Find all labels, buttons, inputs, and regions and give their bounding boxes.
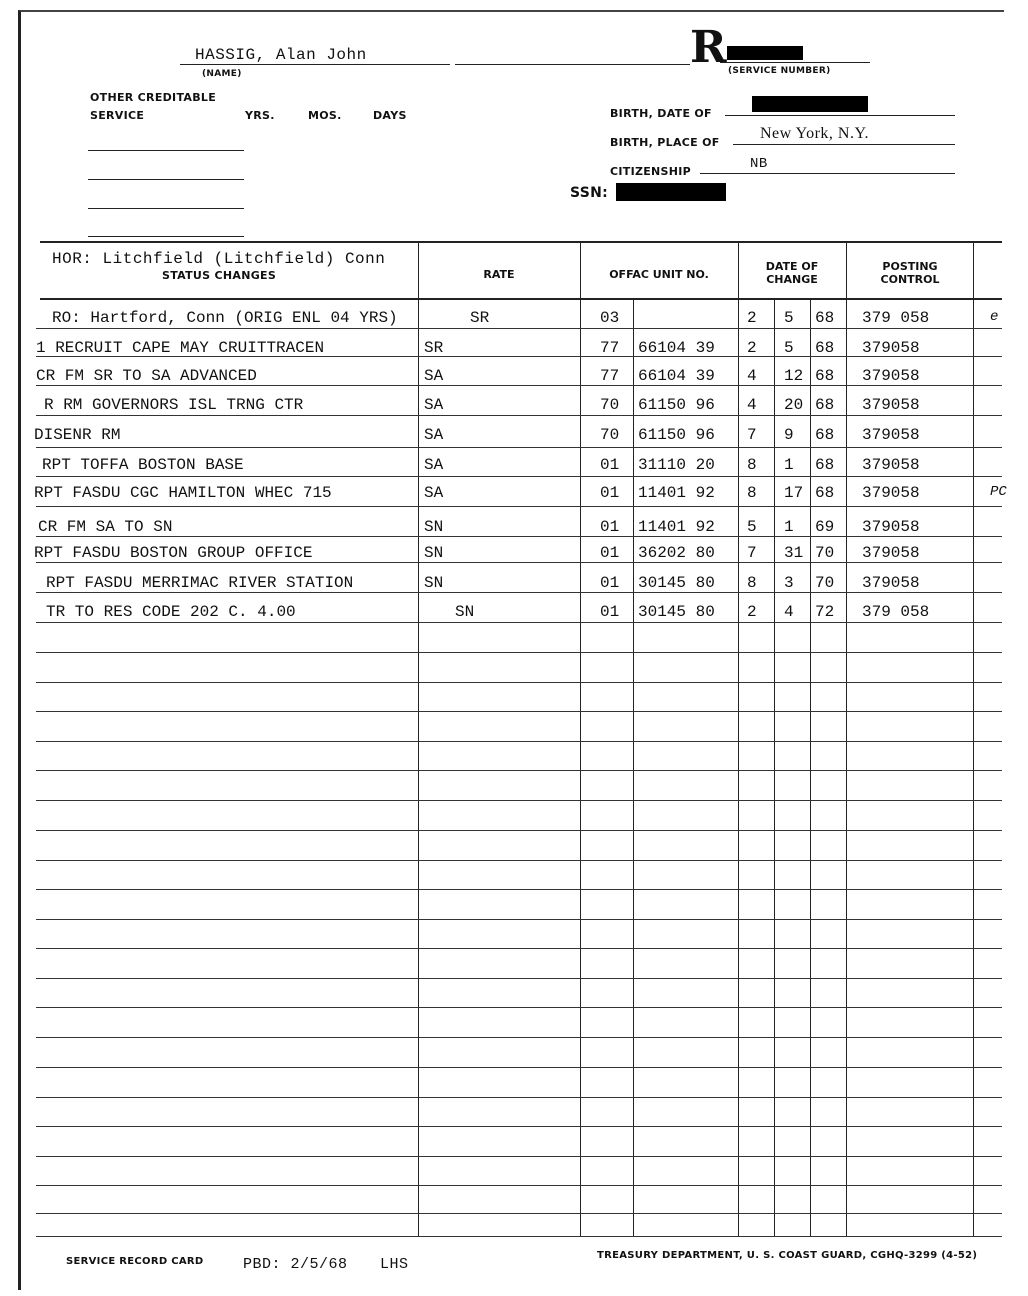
row-m: 2	[747, 603, 757, 621]
ruled-line	[36, 770, 1002, 771]
row-y: 72	[815, 603, 835, 621]
row-m: 4	[747, 367, 757, 385]
rate-header: RATE	[483, 268, 515, 281]
days-label: DAYS	[373, 109, 407, 122]
row-m: 8	[747, 484, 757, 502]
row-posting: 379058	[862, 396, 920, 414]
ssn-redaction	[616, 183, 726, 201]
row-status: RPT TOFFA BOSTON BASE	[42, 456, 244, 474]
row-unit: 61150 96	[638, 426, 715, 444]
ruled-line	[36, 506, 1002, 507]
row-d: 12	[784, 367, 804, 385]
col-divider-offac	[580, 241, 581, 1236]
ruled-line	[36, 1156, 1002, 1157]
row-offac: 01	[600, 574, 620, 592]
ruled-line	[36, 889, 1002, 890]
row-y: 70	[815, 544, 835, 562]
service-line-1	[88, 150, 244, 151]
ruled-line	[36, 830, 1002, 831]
row-rate: SA	[424, 484, 444, 502]
department-footer: TREASURY DEPARTMENT, U. S. COAST GUARD, CGHQ-3299 (4-52)	[597, 1250, 978, 1261]
row-unit: 66104 39	[638, 339, 715, 357]
row-status: CR FM SA TO SN	[38, 518, 173, 536]
row-d: 5	[784, 309, 794, 327]
row-posting: 379 058	[862, 309, 930, 327]
row-rate: SN	[424, 574, 444, 592]
row-unit: 11401 92	[638, 518, 715, 536]
birth-date-redaction	[752, 96, 868, 112]
row-offac: 01	[600, 456, 620, 474]
row-y: 68	[815, 339, 835, 357]
ruled-line	[36, 1067, 1002, 1068]
row-d: 9	[784, 426, 794, 444]
ruled-line	[36, 652, 1002, 653]
table-top-border	[40, 241, 1002, 243]
row-m: 5	[747, 518, 757, 536]
col-divider-rate	[418, 241, 419, 1236]
row-status: RO: Hartford, Conn (ORIG ENL 04 YRS)	[52, 309, 398, 327]
row-rate: SR	[424, 339, 444, 357]
ruled-line	[36, 1236, 1002, 1237]
hor-line: HOR: Litchfield (Litchfield) Conn	[52, 250, 386, 268]
ruled-line	[36, 860, 1002, 861]
row-unit: 66104 39	[638, 367, 715, 385]
row-unit: 31110 20	[638, 456, 715, 474]
row-offac: 77	[600, 339, 620, 357]
row-posting: 379058	[862, 574, 920, 592]
pbd-text: PBD: 2/5/68	[243, 1256, 348, 1273]
service-record-card-label: SERVICE RECORD CARD	[66, 1256, 204, 1267]
yrs-label: YRS.	[245, 109, 275, 122]
row-offac: 01	[600, 544, 620, 562]
offac-header: OFFAC UNIT NO.	[609, 268, 709, 281]
service-line-2	[88, 179, 244, 180]
col-divider-year	[810, 298, 811, 1236]
row-y: 70	[815, 574, 835, 592]
status-changes-label: STATUS CHANGES	[162, 269, 277, 282]
service-line-4	[88, 236, 244, 237]
row-rate: SA	[424, 367, 444, 385]
row-m: 8	[747, 574, 757, 592]
row-offac: 01	[600, 518, 620, 536]
ruled-line	[36, 711, 1002, 712]
ruled-line	[36, 1126, 1002, 1127]
ruled-line	[36, 562, 1002, 563]
ruled-line	[36, 1037, 1002, 1038]
row-unit: 30145 80	[638, 603, 715, 621]
birth-date-underline	[725, 115, 955, 116]
row-m: 7	[747, 426, 757, 444]
row-d: 17	[784, 484, 804, 502]
row-y: 68	[815, 367, 835, 385]
row-m: 2	[747, 339, 757, 357]
row-status: RPT FASDU BOSTON GROUP OFFICE	[34, 544, 313, 562]
row-offac: 70	[600, 426, 620, 444]
row-y: 69	[815, 518, 835, 536]
birth-place-underline	[733, 144, 955, 145]
birth-date-label: BIRTH, DATE OF	[610, 107, 712, 120]
col-divider-posting	[846, 241, 847, 1236]
service-prefix: R	[690, 22, 727, 73]
row-d: 20	[784, 396, 804, 414]
row-posting: 379058	[862, 456, 920, 474]
row-posting: 379 058	[862, 603, 930, 621]
row-m: 2	[747, 309, 757, 327]
initials-text: LHS	[380, 1256, 409, 1273]
birth-place-value: New York, N.Y.	[760, 125, 869, 142]
ruled-line	[36, 1097, 1002, 1098]
row-rate: SA	[424, 426, 444, 444]
row-status: R RM GOVERNORS ISL TRNG CTR	[44, 396, 304, 414]
row-unit: 61150 96	[638, 396, 715, 414]
member-name: HASSIG, Alan John	[195, 46, 367, 64]
row-d: 1	[784, 518, 794, 536]
row-rate: SR	[470, 309, 490, 327]
row-y: 68	[815, 309, 835, 327]
row-offac: 03	[600, 309, 620, 327]
ruled-line	[36, 682, 1002, 683]
row-extra: e	[990, 309, 999, 325]
citizenship-label: CITIZENSHIP	[610, 165, 692, 178]
row-d: 1	[784, 456, 794, 474]
col-divider-date	[738, 241, 739, 1236]
row-d: 5	[784, 339, 794, 357]
ruled-line	[36, 447, 1002, 448]
row-offac: 77	[600, 367, 620, 385]
row-posting: 379058	[862, 518, 920, 536]
row-offac: 70	[600, 396, 620, 414]
name-label: (NAME)	[202, 69, 242, 79]
ruled-line	[36, 919, 1002, 920]
row-posting: 379058	[862, 367, 920, 385]
row-offac: 01	[600, 603, 620, 621]
row-status: CR FM SR TO SA ADVANCED	[36, 367, 257, 385]
row-status: TR TO RES CODE 202 C. 4.00	[46, 603, 296, 621]
row-m: 8	[747, 456, 757, 474]
row-unit: 11401 92	[638, 484, 715, 502]
ruled-line	[36, 741, 1002, 742]
row-rate: SA	[424, 456, 444, 474]
service-number-label: (SERVICE NUMBER)	[728, 66, 831, 76]
row-unit: 30145 80	[638, 574, 715, 592]
service-line-3	[88, 208, 244, 209]
ruled-line	[36, 592, 1002, 593]
ruled-line	[36, 328, 1002, 329]
row-unit: 36202 80	[638, 544, 715, 562]
mos-label: MOS.	[308, 109, 342, 122]
row-offac: 01	[600, 484, 620, 502]
ruled-line	[36, 1213, 1002, 1214]
col-divider-unit	[633, 298, 634, 1236]
service-number-redaction	[727, 46, 803, 60]
name-underline	[180, 64, 450, 65]
name-underline-ext	[455, 64, 690, 65]
ruled-line	[36, 1007, 1002, 1008]
row-status: DISENR RM	[34, 426, 121, 444]
col-divider-extra	[973, 241, 974, 1236]
row-status: RPT FASDU CGC HAMILTON WHEC 715	[34, 484, 332, 502]
ruled-line	[36, 476, 1002, 477]
date-header-2: CHANGE	[766, 273, 818, 286]
ruled-line	[36, 622, 1002, 623]
row-y: 68	[815, 426, 835, 444]
citizenship-underline	[700, 173, 955, 174]
ruled-line	[36, 800, 1002, 801]
row-d: 31	[784, 544, 804, 562]
card-border	[18, 10, 1004, 1290]
posting-header-1: POSTING	[882, 260, 938, 273]
ruled-line	[36, 948, 1002, 949]
row-posting: 379058	[862, 484, 920, 502]
row-extra: PC	[990, 484, 1007, 500]
birth-place-label: BIRTH, PLACE OF	[610, 136, 720, 149]
row-rate: SN	[424, 518, 444, 536]
row-rate: SA	[424, 396, 444, 414]
ruled-line	[36, 536, 1002, 537]
col-divider-day	[774, 298, 775, 1236]
date-header-1: DATE OF	[765, 260, 819, 273]
service-label: SERVICE	[90, 109, 145, 122]
ruled-line	[36, 978, 1002, 979]
ruled-line	[36, 1185, 1002, 1186]
row-y: 68	[815, 456, 835, 474]
other-creditable-label: OTHER CREDITABLE	[90, 91, 217, 104]
row-d: 4	[784, 603, 794, 621]
row-posting: 379058	[862, 339, 920, 357]
row-m: 7	[747, 544, 757, 562]
citizenship-value: NB	[750, 156, 768, 172]
row-y: 68	[815, 484, 835, 502]
ssn-label: SSN:	[570, 185, 609, 201]
service-number-underline	[720, 62, 870, 63]
row-posting: 379058	[862, 426, 920, 444]
row-m: 4	[747, 396, 757, 414]
row-status: RPT FASDU MERRIMAC RIVER STATION	[46, 574, 354, 592]
ruled-line	[36, 415, 1002, 416]
ruled-line	[36, 385, 1002, 386]
row-y: 68	[815, 396, 835, 414]
row-rate: SN	[424, 544, 444, 562]
row-status: 1 RECRUIT CAPE MAY CRUITTRACEN	[36, 339, 325, 357]
posting-header-2: CONTROL	[880, 273, 940, 286]
row-posting: 379058	[862, 544, 920, 562]
table-header-bottom	[40, 298, 1002, 300]
row-rate: SN	[455, 603, 475, 621]
row-d: 3	[784, 574, 794, 592]
